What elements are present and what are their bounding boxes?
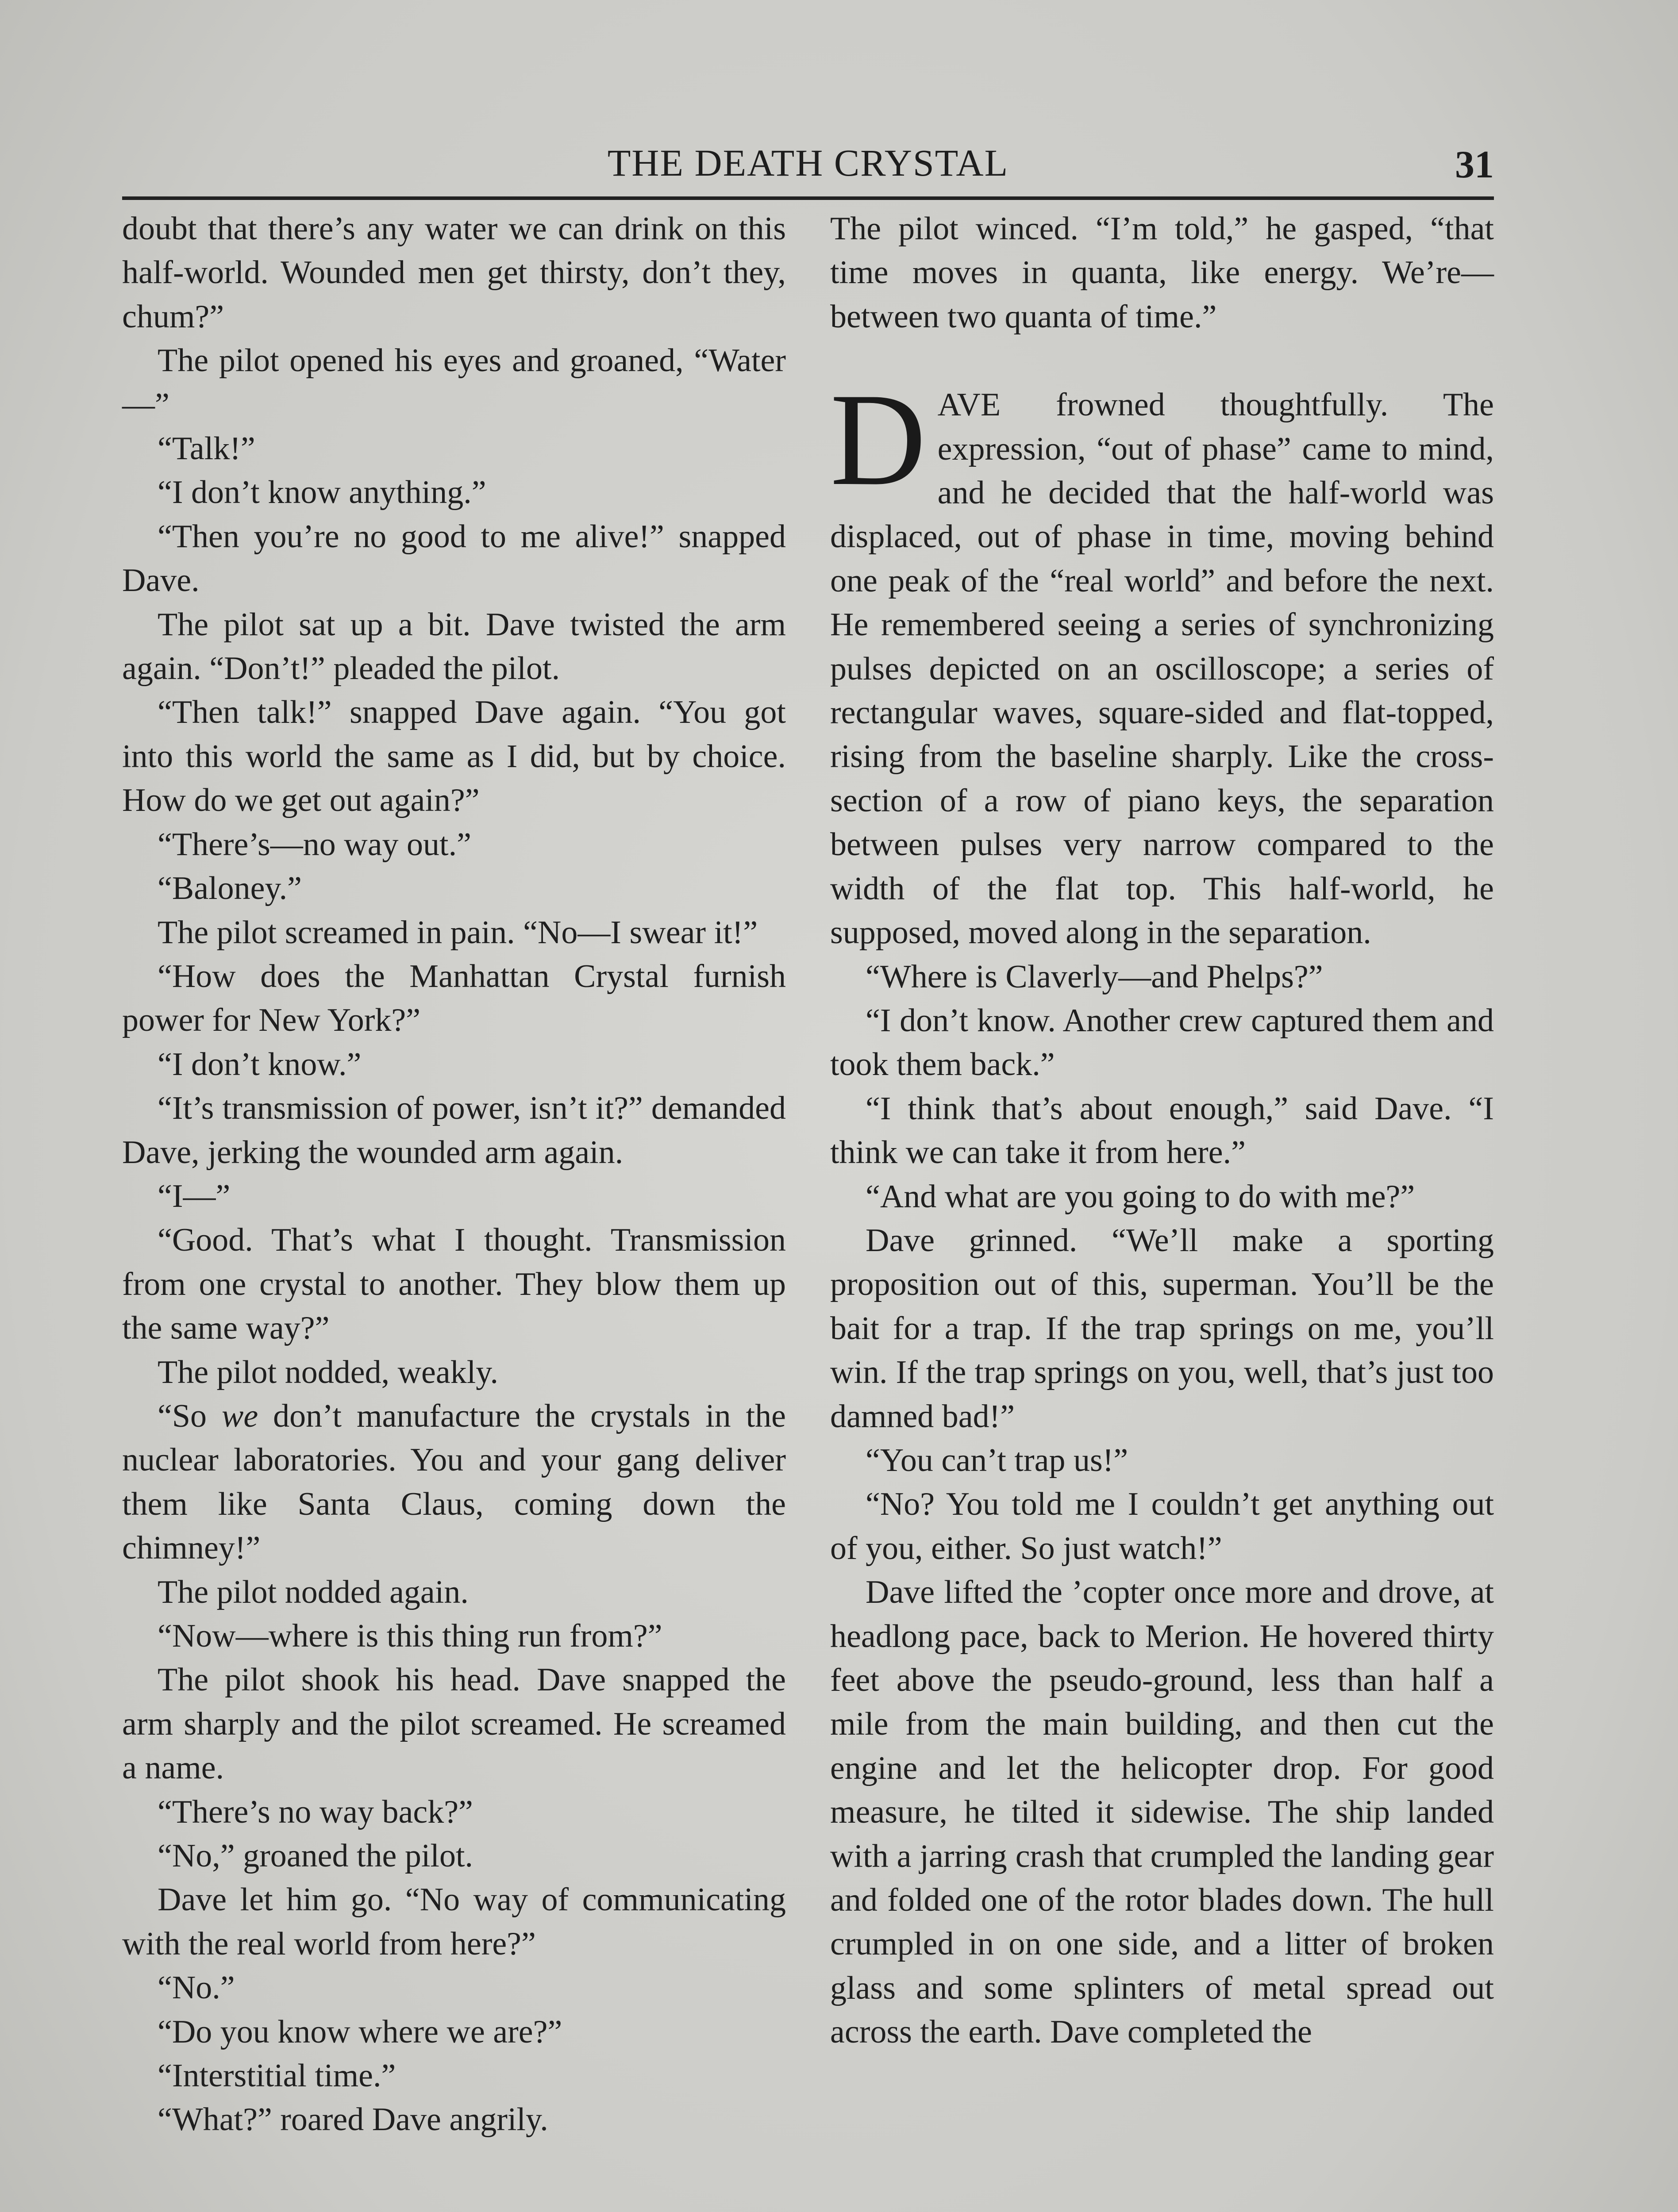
paragraph: The pilot shook his head. Dave snapped the arm sharply and the pilot screamed. He screamed a name. bbox=[122, 1662, 786, 1786]
paragraph: “Then talk!” snapped Dave again. “You got into this world the same as I did, but by choice. How do we get out again?” bbox=[122, 694, 786, 819]
paragraph: “There’s—no way out.” bbox=[158, 826, 471, 863]
paragraph: The pilot nodded, weakly. bbox=[158, 1354, 498, 1390]
page-header bbox=[122, 141, 1494, 194]
paragraph: “Baloney.” bbox=[158, 870, 302, 907]
paragraph: The pilot sat up a bit. Dave twisted the arm again. “Don’t!” pleaded the pilot. bbox=[122, 606, 786, 687]
paragraph: “It’s transmission of power, isn’t it?” demanded Dave, jerking the wounded arm again. bbox=[122, 1090, 786, 1171]
paragraph: “So we don’t manufacture the crystals in the nuclear laboratories. You and your gang deliver them like Santa Claus, coming down the chimney!” bbox=[122, 1398, 786, 1567]
paragraph: “Good. That’s what I thought. Transmission from one crystal to another. They blow them up the same way?” bbox=[122, 1222, 786, 1347]
paragraph: “I don’t know. Another crew captured them and took them back.” bbox=[830, 1002, 1494, 1083]
paragraph: Dave let him go. “No way of communicating with the real world from here?” bbox=[122, 1882, 786, 1962]
paragraph: “You can’t trap us!” bbox=[866, 1442, 1128, 1479]
paragraph: “There’s no way back?” bbox=[158, 1793, 473, 1830]
paragraph: The pilot screamed in pain. “No—I swear it!” bbox=[158, 914, 758, 951]
paragraph: “I—” bbox=[158, 1178, 231, 1214]
header-rule bbox=[122, 196, 1494, 200]
paragraph: “Now—where is this thing run from?” bbox=[158, 1618, 662, 1654]
drop-cap: D bbox=[830, 366, 926, 513]
paragraph: “How does the Manhattan Crystal furnish power for New York?” bbox=[122, 958, 786, 1039]
dropcap-paragraph-text: AVE frowned thoughtfully. The expression, “out of phase” came to mind, and he decided that the half-world was displaced, out of phase in time, moving behind one peak of the “real world” and before the next. He remembered seeing a series of synchronizing pulses depicted on an oscilloscope; a series of rectangular waves, square-sided and flat-topped, rising from the baseline sharply. Like the cross-section of a row of piano keys, the separation between pulses very narrow compared to the width of the flat top. This half-world, he supposed, moved along in the separation. bbox=[830, 387, 1494, 951]
paragraph: Dave lifted the ’copter once more and drove, at headlong pace, back to Merion. He hovered thirty feet above the pseudo-ground, less than half a mile from the main building, and then cut the engine and let the helicopter drop. For good measure, he tilted it sidewise. The ship landed with a jarring crash that crumpled the landing gear and folded one of the rotor blades down. The hull crumpled in on one side, and a litter of broken glass and some splinters of metal spread out across the earth. Dave completed the bbox=[830, 1574, 1494, 2051]
paragraph: The pilot opened his eyes and groaned, “Water—” bbox=[122, 342, 786, 423]
paragraph: Dave grinned. “We’ll make a sporting proposition out of this, superman. You’ll be the bait for a trap. If the trap springs on me, you’ll win. If the trap springs on you, well, that’s just too damned bad!” bbox=[830, 1222, 1494, 1435]
paragraph: The pilot nodded again. bbox=[158, 1574, 469, 1610]
page-number: 31 bbox=[1455, 143, 1494, 186]
paragraph: “Where is Claverly—and Phelps?” bbox=[866, 958, 1323, 995]
right-column-paragraphs bbox=[830, 955, 1494, 2055]
dropcap-paragraph bbox=[830, 366, 1494, 955]
paragraph: “What?” roared Dave angrily. bbox=[158, 2101, 548, 2138]
paragraph: “And what are you going to do with me?” bbox=[866, 1178, 1415, 1215]
paragraph: “I don’t know.” bbox=[158, 1046, 362, 1083]
paragraph: “Then you’re no good to me alive!” snapped Dave. bbox=[122, 518, 786, 599]
left-column bbox=[122, 207, 786, 2142]
running-title: THE DEATH CRYSTAL bbox=[607, 142, 1009, 184]
paragraph: doubt that there’s any water we can drink on this half-world. Wounded men get thirsty, don’t they, chum?” bbox=[122, 211, 786, 335]
paragraph: The pilot winced. “I’m told,” he gasped, “that time moves in quanta, like energy. We’re—between two quanta of time.” bbox=[830, 211, 1494, 335]
right-column bbox=[830, 207, 1494, 2055]
paragraph: “I think that’s about enough,” said Dave. “I think we can take it from here.” bbox=[830, 1090, 1494, 1171]
paragraph: “I don’t know anything.” bbox=[158, 474, 486, 511]
emphasis: we bbox=[221, 1398, 258, 1434]
paragraph: “Do you know where we are?” bbox=[158, 2013, 562, 2050]
paragraph: “Talk!” bbox=[158, 430, 255, 467]
paragraph: “No,” groaned the pilot. bbox=[158, 1838, 473, 1874]
paragraph: “No? You told me I couldn’t get anything out of you, either. So just watch!” bbox=[830, 1486, 1494, 1567]
paragraph: “No.” bbox=[158, 1970, 235, 2006]
paragraph: “Interstitial time.” bbox=[158, 2058, 396, 2094]
